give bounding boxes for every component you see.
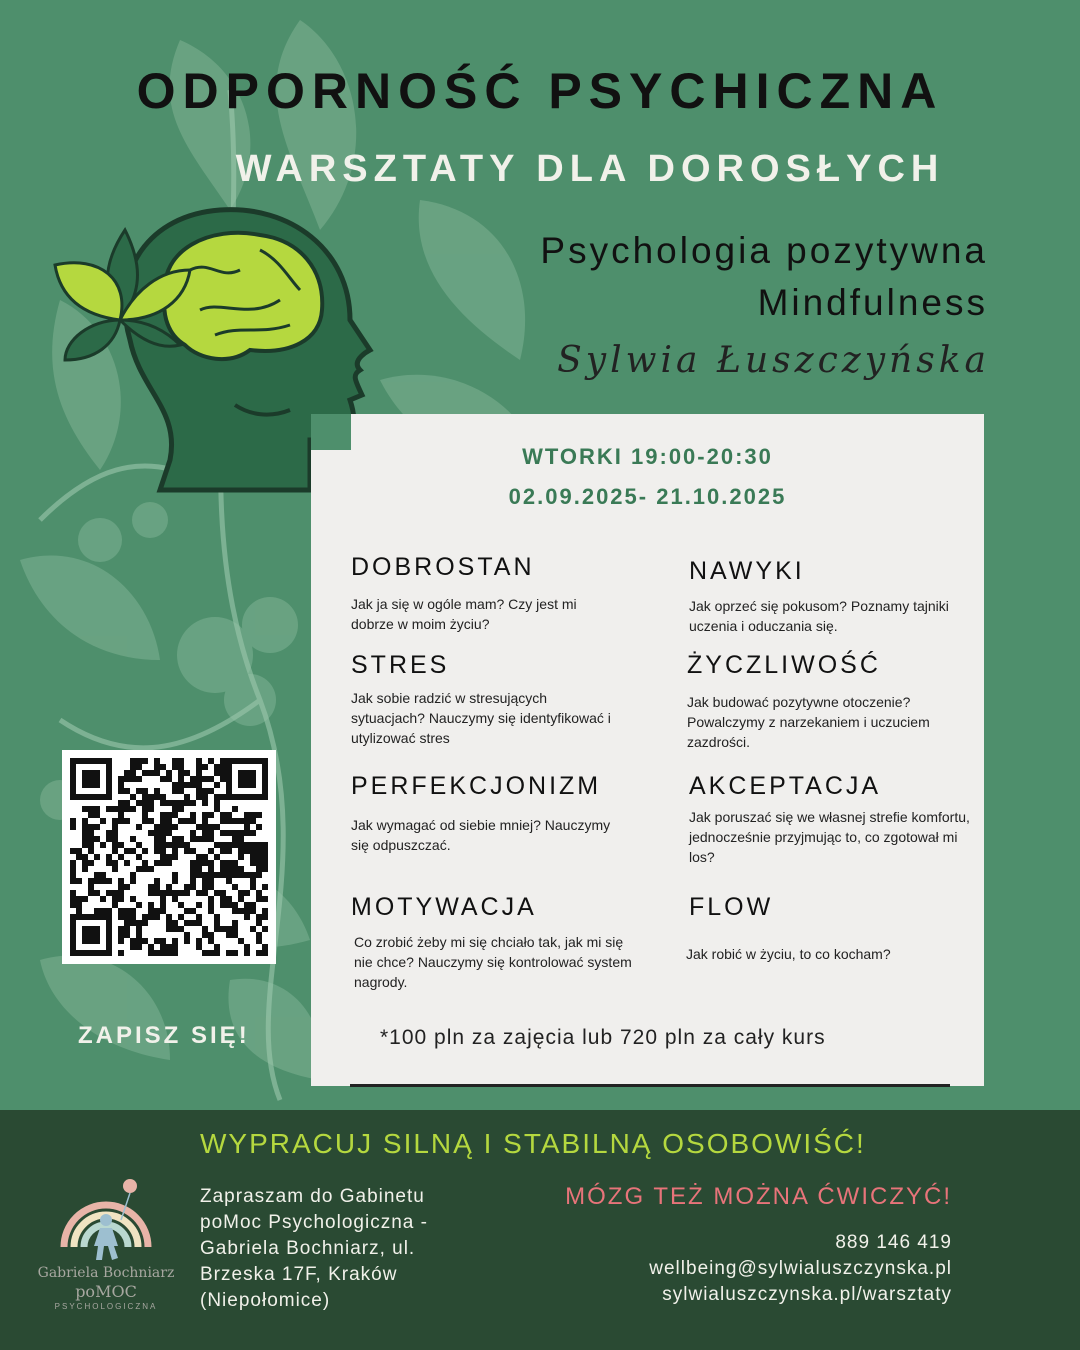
website-link[interactable]: sylwialuszczynska.pl/warsztaty (662, 1284, 952, 1305)
topic-title: STRES (351, 651, 450, 679)
topic-title: MOTYWACJA (351, 893, 537, 921)
topic-description: Co zrobić żeby mi się chciało tak, jak mi się nie chce? Nauczymy się kontrolować system nagrody. (354, 934, 632, 990)
poster-title: ODPORNOŚĆ PSYCHICZNA (136, 63, 944, 119)
logo-brand: poMOC (75, 1282, 137, 1301)
footer-slogan: WYPRACUJ SILNĄ I STABILNĄ OSOBOWIŚĆ! (200, 1128, 866, 1159)
topic-flow (686, 893, 969, 964)
signup-qr-code[interactable] (62, 750, 276, 964)
topic-description: Jak ja się w ogóle mam? Czy jest mi dobrze w moim życiu? (351, 596, 577, 632)
topic-description: Jak budować pozytywne otoczenie? Powalczymy z narzekaniem i uczuciem zazdrości. (687, 694, 930, 750)
topic-line-mindfulness: Mindfulness (757, 282, 988, 323)
schedule-days: WTORKI 19:00-20:30 (522, 444, 773, 469)
author-signature: Sylwia Łuszczyńska (557, 340, 990, 381)
topic-description: Jak poruszać się we własnej strefie komfortu, jednocześnie przyjmując to, co zgotował mi los? (689, 809, 970, 865)
topic-stres (351, 651, 611, 748)
topic-line-positive-psychology: Psychologia pozytywna (540, 230, 988, 271)
topic-akceptacja (689, 772, 974, 867)
topic-perfekcjonizm (351, 772, 631, 855)
email-link[interactable]: wellbeing@sylwialuszczynska.pl (649, 1258, 952, 1279)
topic-motywacja (351, 893, 636, 992)
topic-nawyki (689, 557, 959, 636)
topic-title: DOBROSTAN (351, 553, 535, 581)
logo-name: Gabriela Bochniarz (37, 1265, 175, 1281)
topic-title: NAWYKI (689, 557, 805, 585)
topic-description: Jak oprzeć się pokusom? Poznamy tajniki uczenia i oduczania się. (689, 598, 949, 634)
price-note: *100 pln za zajęcia lub 720 pln za cały kurs (380, 1026, 826, 1049)
logo-subtitle: PSYCHOLOGICZNA (54, 1302, 158, 1311)
panel-underline (350, 1084, 950, 1087)
signup-cta[interactable]: ZAPISZ SIĘ! (78, 1022, 250, 1049)
office-address: Zapraszam do Gabinetu poMoc Psychologiczna - Gabriela Bochniarz, ul. Brzeska 17F, Kraków (Niepołomice) (200, 1186, 428, 1311)
schedule-dates: 02.09.2025- 21.10.2025 (508, 484, 787, 509)
topic-zyczliwosc (687, 651, 972, 752)
topic-description: Jak sobie radzić w stresujących sytuacjach? Nauczymy się identyfikować i utylizować stres (351, 690, 611, 746)
topic-title: PERFEKCJONIZM (351, 772, 602, 800)
poster-subtitle: WARSZTATY DLA DOROSŁYCH (235, 148, 945, 190)
topic-title: AKCEPTACJA (689, 772, 882, 800)
footer-slogan-brain: MÓZG TEŻ MOŻNA ĆWICZYĆ! (565, 1183, 952, 1210)
topic-title: ŻYCZLIWOŚĆ (687, 651, 881, 679)
topic-dobrostan (351, 553, 621, 634)
topic-description: Jak robić w życiu, to co kocham? (686, 946, 891, 962)
topic-title: FLOW (689, 893, 774, 921)
topic-description: Jak wymagać od siebie mniej? Nauczymy się odpuszczać. (351, 817, 611, 853)
qr-code-icon (62, 750, 276, 964)
phone-number[interactable]: 889 146 419 (835, 1232, 952, 1253)
